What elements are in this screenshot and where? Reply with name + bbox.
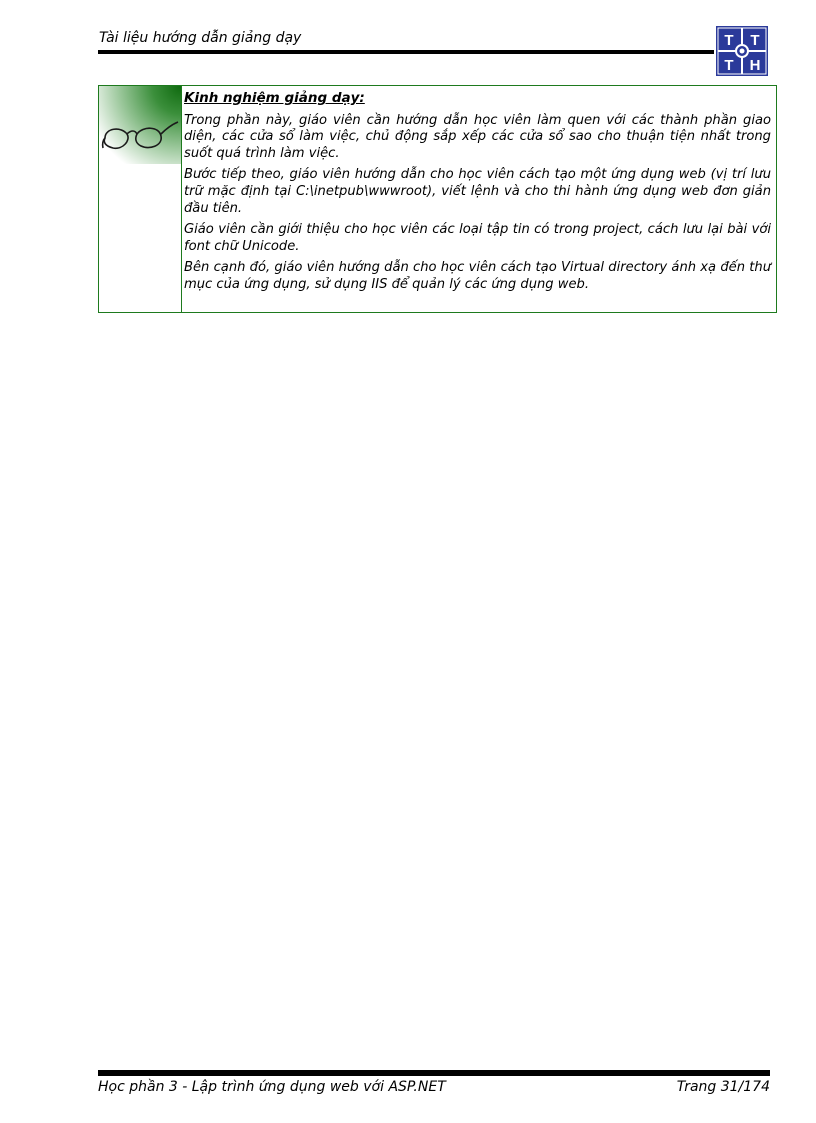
note-paragraph-1: Trong phần này, giáo viên cần hướng dẫn học viên làm quen với các thành phần giao diện, các cửa sổ làm việc, chủ động sắp xếp các cửa sổ sao cho thuận tiện nhất trong suốt quá trình làm việc.	[184, 112, 771, 161]
note-paragraph-3: Giáo viên cần giới thiệu cho học viên các loại tập tin có trong project, cách lưu lại bài với font chữ Unicode.	[184, 222, 771, 254]
note-paragraph-2: Bước tiếp theo, giáo viên hướng dẫn cho học viên cách tạo một ứng dụng web (vị trí lưu trữ mặc định tại C:\inetpub\wwwroot), viết lệnh và cho thi hành ứng dụng web đơn giản đầu tiên.	[184, 167, 771, 216]
logo-letter-3: T	[724, 57, 734, 74]
header-divider	[98, 50, 714, 54]
header-title: Tài liệu hướng dẫn giảng dạy	[99, 30, 302, 46]
footer-course-title: Học phần 3 - Lập trình ứng dụng web với ASP.NET	[98, 1079, 446, 1095]
footer-divider	[98, 1070, 770, 1076]
publisher-logo	[716, 26, 768, 76]
footer-page-number: Trang 31/174	[676, 1079, 770, 1095]
teaching-note-box	[98, 85, 777, 313]
eyeglasses-icon	[101, 116, 179, 156]
logo-letter-4: H	[749, 57, 761, 74]
logo-letter-1: T	[724, 32, 734, 49]
logo-letter-2: T	[750, 32, 760, 49]
note-heading: Kinh nghiệm giảng dạy:	[184, 90, 365, 106]
note-paragraph-4: Bên cạnh đó, giáo viên hướng dẫn cho học viên cách tạo Virtual directory ánh xạ đến thư mục của ứng dụng, sử dụng IIS để quản lý các ứng dụng web.	[184, 260, 771, 292]
note-icon-cell	[99, 86, 182, 312]
note-content	[182, 86, 776, 312]
